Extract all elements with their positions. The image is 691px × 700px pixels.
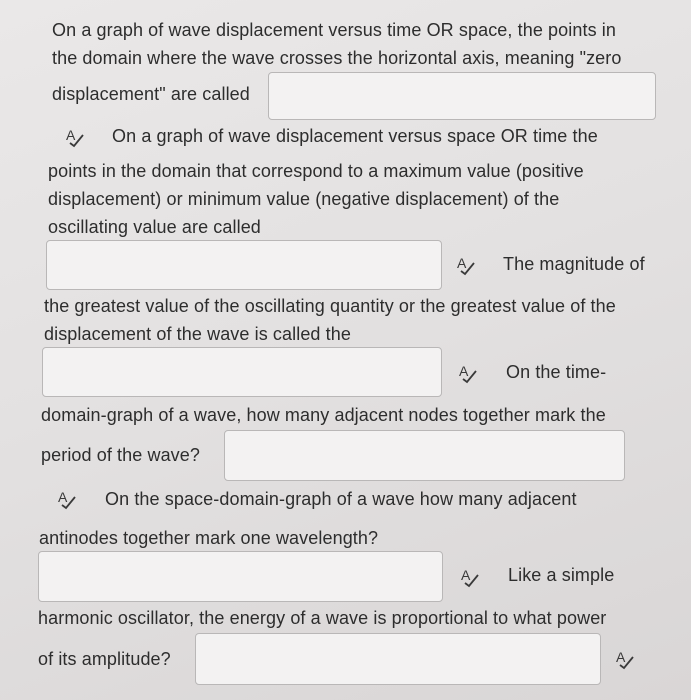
question-1-line-1: On a graph of wave displacement versus time OR space, the points in	[52, 20, 616, 40]
question-1-line-2: the domain where the wave crosses the horizontal axis, meaning "zero	[52, 48, 622, 68]
question-4-line-3: period of the wave?	[41, 445, 201, 465]
question-4-line-2: domain-graph of a wave, how many adjacent nodes together mark the	[41, 405, 606, 425]
question-3-line-2: the greatest value of the oscillating quantity or the greatest value of the	[44, 296, 616, 316]
question-1-line-3: displacement" are called	[52, 84, 250, 104]
question-3-line-3: displacement of the wave is called the	[44, 324, 351, 344]
spellcheck-icon[interactable]	[455, 254, 477, 276]
svg-text:A: A	[616, 649, 626, 665]
question-6-line-1: Like a simple	[508, 565, 615, 585]
answer-field-2[interactable]	[46, 240, 442, 290]
question-6-line-3: of its amplitude?	[38, 649, 171, 669]
question-6-line-2: harmonic oscillator, the energy of a wave is proportional to what power	[38, 608, 607, 628]
question-3-line-1: The magnitude of	[503, 254, 645, 274]
spellcheck-icon[interactable]	[459, 566, 481, 588]
question-2-line-2: points in the domain that correspond to a maximum value (positive	[48, 161, 584, 181]
question-4-line-1: On the time-	[506, 362, 607, 382]
svg-text:A: A	[459, 363, 469, 379]
spellcheck-icon[interactable]	[64, 126, 86, 148]
question-5-line-2: antinodes together mark one wavelength?	[39, 528, 379, 548]
answer-field-4[interactable]	[224, 430, 625, 481]
svg-text:A: A	[66, 127, 76, 143]
question-2-line-1: On a graph of wave displacement versus space OR time the	[112, 126, 598, 146]
spellcheck-icon[interactable]	[56, 488, 78, 510]
question-2-line-3: displacement) or minimum value (negative displacement) of the	[48, 189, 560, 209]
answer-field-5[interactable]	[38, 551, 443, 602]
svg-text:A: A	[461, 567, 471, 583]
question-2-line-4: oscillating value are called	[48, 217, 261, 237]
svg-text:A: A	[457, 255, 467, 271]
answer-field-6[interactable]	[195, 633, 601, 685]
answer-field-3[interactable]	[42, 347, 442, 397]
spellcheck-icon[interactable]	[614, 648, 636, 670]
spellcheck-icon[interactable]	[457, 362, 479, 384]
question-5-line-1: On the space-domain-graph of a wave how many adjacent	[105, 489, 577, 509]
svg-text:A: A	[58, 489, 68, 505]
answer-field-1[interactable]	[268, 72, 656, 120]
